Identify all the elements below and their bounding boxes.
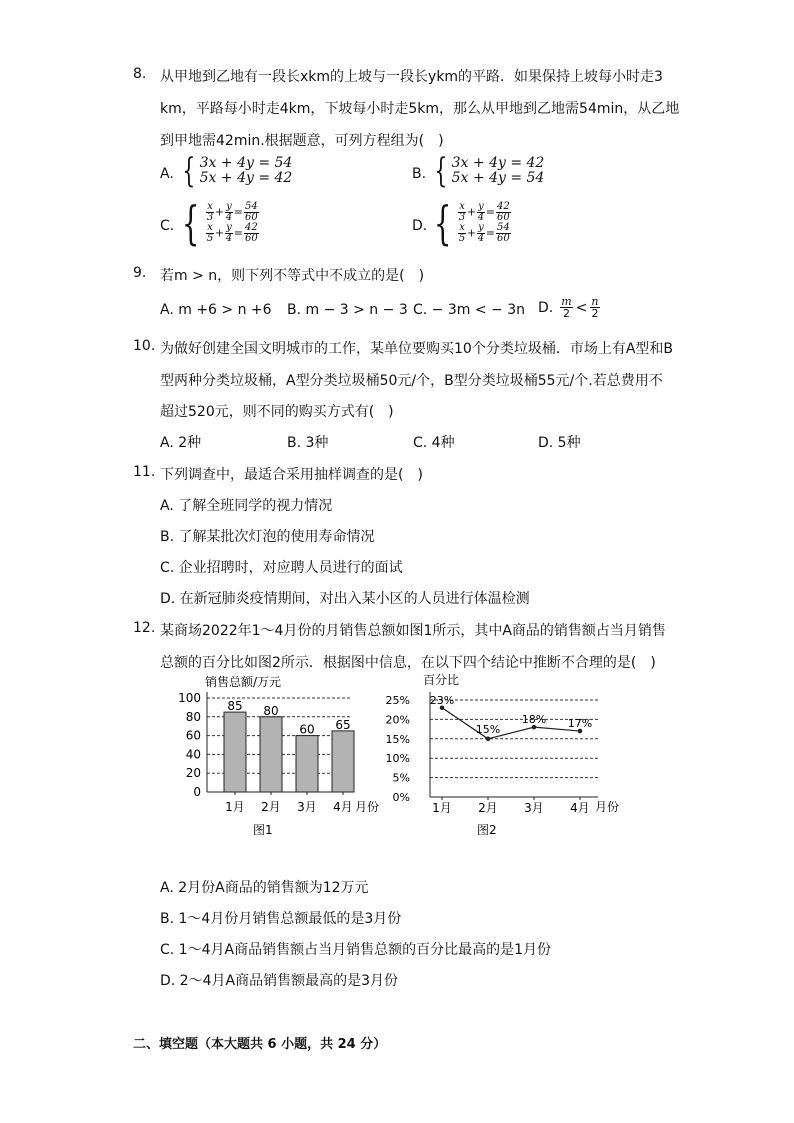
q11-option-b: B. 了解某批次灯泡的使用寿命情况 [160,529,375,545]
q8-option-c-label: C. [160,218,175,234]
q9-option-b: B. m − 3 > n − 3 [287,302,408,318]
q12-option-a: A. 2月份A商品的销售额为12万元 [160,880,369,896]
q8-d-eq2: $\frac{x}{5}$ + $\frac{y}{4}$ = $\frac{54}{60}$ [458,222,510,244]
chart2-point [486,737,491,742]
chart2-data-label: 18% [521,713,547,727]
q11-number: 11. [133,464,156,480]
chart1-ytick-label: 20 [185,766,201,781]
chart2-ytick-label: 25% [385,694,410,707]
chart2-ytick-label: 20% [385,713,410,727]
chart2-data-label: 15% [475,722,501,736]
q8-stem-line3: 到甲地需42min.根据题意，可列方程组为( ) [160,133,444,149]
figure2-line-chart [385,670,630,840]
chart1-ytick-label: 0 [193,785,201,799]
chart2-xtick-label: 4月 [570,801,590,815]
chart2-xtick-label: 3月 [524,801,544,815]
q12-option-d: D. 2～4月A商品销售额最高的是3月份 [160,973,398,989]
q8-stem-line2: km，平路每小时走4km，下坡每小时走5km，那么从甲地到乙地需54min，从乙地 [160,101,680,117]
chart2-xtick-label: 1月 [432,801,452,815]
chart1-bar [296,736,318,792]
chart1-bar [332,731,354,792]
q8-b-eq1: 3x + 4y = 42 [451,155,545,171]
q8-d-eq1: $\frac{x}{3}$ + $\frac{y}{4}$ = $\frac{42}{60}$ [458,201,510,223]
chart2-data-label: 17% [567,717,593,731]
chart2-title: 百分比 [423,673,460,687]
q8-option-b-label: B. [412,166,427,182]
q10-stem-line2: 型两种分类垃圾桶，A型分类垃圾桶50元/个，B型分类垃圾桶55元/个.若总费用不 [160,373,663,389]
q8-c-eq2: $\frac{x}{5}$ + $\frac{y}{4}$ = $\frac{42}{60}$ [206,222,258,244]
chart1-bar [224,712,246,792]
brace-icon: { [182,151,196,191]
q8-option-c-system [176,196,260,250]
chart2-caption: 图2 [477,823,497,837]
brace-icon: { [434,151,448,191]
chart1-xtick-label: 4月 [333,800,353,814]
q8-option-a-system [178,151,293,191]
q8-option-a-label: A. [160,166,174,182]
q9-stem: 若m > n，则下列不等式中不成立的是( ) [160,268,425,284]
q8-option-b-system [430,151,545,191]
chart2-xlabel: 月份 [595,800,620,814]
q9-option-c: C. − 3m < − 3n [413,302,525,318]
q10-stem-line1: 为做好创建全国文明城市的工作，某单位要购买10个分类垃圾桶．市场上有A型和B [160,341,673,357]
chart1-data-label: 80 [263,703,279,718]
chart2-ytick-label: 0% [392,791,410,804]
q12-stem-line1: 某商场2022年1～4月份的月销售总额如图1所示，其中A商品的销售额占当月销售 [160,623,666,639]
chart1-ytick-label: 60 [185,728,201,743]
q11-stem: 下列调查中，最适合采用抽样调查的是( ) [160,467,423,483]
chart1-ytick-label: 80 [185,709,201,724]
q8-c-eq1: $\frac{x}{3}$ + $\frac{y}{4}$ = $\frac{54}{60}$ [206,201,258,223]
brace-icon: { [181,196,200,250]
q8-number: 8. [133,66,147,82]
chart1-xlabel: 月份 [355,800,380,814]
chart1-xtick-label: 1月 [225,800,245,814]
q10-option-a: A. 2种 [160,435,202,451]
q10-number: 10. [133,338,156,354]
chart1-ytick-label: 40 [185,747,201,762]
chart1-data-label: 60 [299,722,315,737]
q8-stem-line1: 从甲地到乙地有一段长xkm的上坡与一段长ykm的平路．如果保持上坡每小时走3 [160,69,663,85]
q9-number: 9. [133,265,147,281]
chart2-ytick-label: 15% [385,732,410,746]
q12-option-c: C. 1～4月A商品销售额占当月销售总额的百分比最高的是1月份 [160,942,551,958]
q12-stem-line2: 总额的百分比如图2所示．根据图中信息，在以下四个结论中推断不合理的是( ) [160,655,656,671]
chart1-xtick-label: 3月 [297,800,317,814]
q10-option-d: D. 5种 [538,435,581,451]
q8-a-eq1: 3x + 4y = 54 [199,155,293,171]
chart1-data-label: 85 [227,699,243,714]
q8-a-eq2: 5x + 4y = 42 [199,170,293,186]
chart2-series-line [442,708,580,739]
q10-option-b: B. 3种 [287,435,329,451]
chart2-ytick-label: 5% [392,771,410,785]
chart1-ytick-label: 100 [178,691,201,705]
q11-option-a: A. 了解全班同学的视力情况 [160,498,333,514]
chart2-ytick-label: 10% [385,752,410,766]
figure1-bar-chart [165,670,385,840]
chart1-xtick-label: 2月 [261,800,281,814]
brace-icon: { [433,196,452,250]
q8-option-d-system [428,196,512,250]
q9-option-a: A. m +6 > n +6 [160,302,272,318]
q9-option-d: D. $\frac{m}{2}$ < $\frac{n}{2}$ [538,295,599,320]
q8-option-d-label: D. [412,218,428,234]
q10-stem-line3: 超过520元，则不同的购买方式有( ) [160,404,394,420]
chart2-data-label: 23% [429,693,455,707]
chart1-data-label: 65 [335,717,351,732]
q11-option-d: D. 在新冠肺炎疫情期间，对出入某小区的人员进行体温检测 [160,591,530,607]
chart1-caption: 图1 [253,823,273,837]
q8-b-eq2: 5x + 4y = 54 [451,170,545,186]
q12-number: 12. [133,620,156,636]
q12-option-b: B. 1～4月份月销售总额最低的是3月份 [160,911,402,927]
chart1-title: 销售总额/万元 [205,675,282,689]
q11-option-c: C. 企业招聘时，对应聘人员进行的面试 [160,560,403,576]
q10-option-c: C. 4种 [413,435,455,451]
section-title: 二、填空题（本大题共 6 小题，共 24 分） [133,1037,387,1052]
chart2-xtick-label: 2月 [478,801,498,815]
chart1-bar [260,717,282,792]
